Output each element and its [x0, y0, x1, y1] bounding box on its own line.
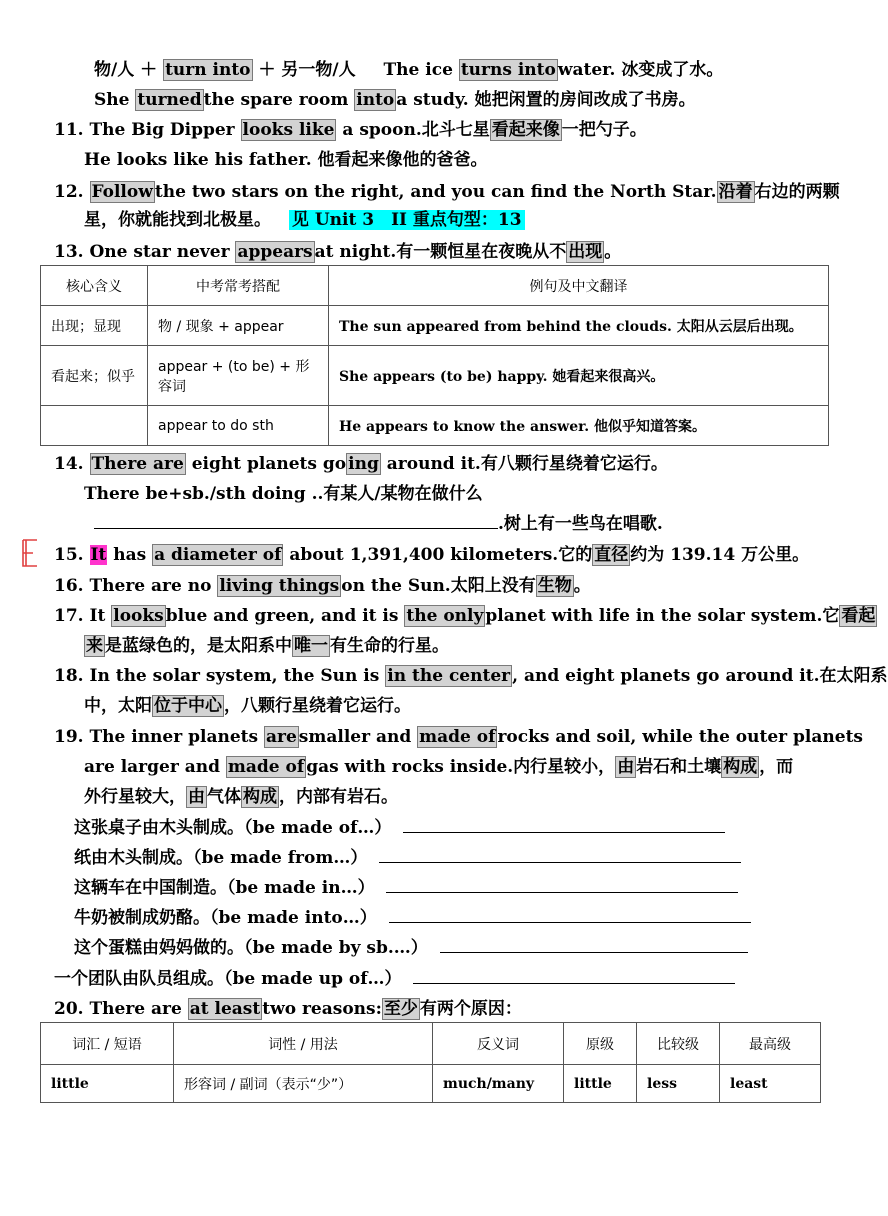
- item-17-cont: [84, 634, 449, 658]
- table-row: [41, 406, 829, 446]
- text: 星，你就能找到北极星。: [84, 210, 271, 230]
- text: 右边的两颗: [754, 182, 840, 202]
- line-2: [94, 88, 696, 112]
- text: blue and green, and it is: [165, 606, 399, 626]
- highlight-phrase: in the center: [387, 666, 511, 686]
- highlight-phrase: living things: [219, 576, 340, 596]
- table-row: [41, 1065, 821, 1103]
- table-row: [41, 346, 829, 406]
- text: has: [113, 545, 147, 565]
- text: .树上有一些鸟在唱歌.: [498, 514, 663, 534]
- appear-usage-table: [40, 265, 829, 446]
- item-11-example: [84, 148, 488, 172]
- table-cell: 出现；显现: [41, 306, 148, 346]
- answer-blank[interactable]: [389, 906, 751, 923]
- text: 20. There are: [54, 999, 182, 1019]
- table-header: 原级: [564, 1023, 637, 1065]
- answer-blank[interactable]: [94, 512, 498, 529]
- highlight-phrase: looks like: [242, 120, 335, 140]
- highlight-phrase: turned: [137, 90, 202, 110]
- text: 这辆车在中国制造。（be made in…）: [74, 878, 375, 898]
- text: 有两个原因：: [419, 999, 522, 1019]
- answer-blank[interactable]: [440, 936, 748, 953]
- little-usage-table: [40, 1022, 821, 1103]
- table-header: 反义词: [433, 1023, 564, 1065]
- answer-blank[interactable]: [403, 816, 725, 833]
- text: 这张桌子由木头制成。（be made of…）: [74, 818, 392, 838]
- table-cell: The sun appeared from behind the clouds. 太阳从云层后出现。: [329, 306, 829, 346]
- item-19-cont: [84, 755, 793, 779]
- text: There be+sb./sth doing ..有某人/某物在做什么: [84, 484, 483, 504]
- text: 一把勺子。: [561, 120, 647, 140]
- text: 是蓝绿色的，是太阳系中: [105, 636, 292, 656]
- text: ，内部有岩石。: [279, 787, 398, 807]
- item-12: [54, 180, 840, 204]
- text: 这个蛋糕由妈妈做的。（be made by sb.…）: [74, 938, 428, 958]
- highlight-phrase: a diameter of: [154, 545, 282, 565]
- exercise-be-made-by: [74, 936, 748, 960]
- highlight-phrase: into: [356, 90, 395, 110]
- text: the spare room: [203, 90, 349, 110]
- text: 牛奶被制成奶酪。（be made into…）: [74, 908, 377, 928]
- highlight-phrase: 位于中心: [154, 696, 222, 716]
- highlight-phrase: 来: [86, 636, 103, 656]
- item-18: [54, 664, 888, 688]
- text: 12.: [54, 182, 84, 202]
- table-header: 中考常考搭配: [148, 266, 329, 306]
- text: 18. In the solar system, the Sun is: [54, 666, 380, 686]
- text: the two stars on the right, and you can find the North Star.: [154, 182, 717, 202]
- table-cell: 形容词 / 副词（表示“少”）: [174, 1065, 433, 1103]
- highlight-phrase: It: [90, 545, 107, 565]
- table-header: 词性 / 用法: [174, 1023, 433, 1065]
- exercise-be-made-in: [74, 876, 738, 900]
- table-header: 例句及中文翻译: [329, 266, 829, 306]
- table-cell: little: [564, 1065, 637, 1103]
- table-cell: less: [637, 1065, 720, 1103]
- text: 17. It: [54, 606, 106, 626]
- highlight-phrase: looks: [113, 606, 164, 626]
- highlight-phrase: turns into: [460, 60, 556, 80]
- highlight-phrase: 由: [188, 787, 205, 807]
- highlight-phrase: 构成: [243, 787, 277, 807]
- text: two reasons:: [262, 999, 382, 1019]
- text: 一个团队由队员组成。（be made up of…）: [54, 969, 402, 989]
- table-row: [41, 306, 829, 346]
- table-cell: least: [720, 1065, 821, 1103]
- cross-reference-badge: 见 Unit 3 II 重点句型：13: [289, 210, 525, 230]
- fill-blank-line: [94, 512, 663, 536]
- text: around it.有八颗行星绕着它运行。: [386, 454, 668, 474]
- highlight-phrase: the only: [406, 606, 484, 626]
- text: 。: [573, 576, 591, 596]
- text: 中，太阳: [84, 696, 152, 716]
- text: 19. The inner planets: [54, 727, 259, 747]
- text: ，而: [759, 757, 794, 777]
- item-11: [54, 118, 647, 142]
- highlight-phrase: made of: [419, 727, 496, 747]
- highlight-phrase: turn into: [165, 60, 251, 80]
- highlight-phrase: Follow: [91, 182, 153, 202]
- text: rocks and soil, while the outer planets: [497, 727, 864, 747]
- highlight-phrase: 唯一: [294, 636, 328, 656]
- text: 14.: [54, 454, 84, 474]
- item-19-cont2: [84, 785, 398, 809]
- text: ＋ 另一物/人: [258, 60, 356, 80]
- highlight-phrase: 看起: [841, 606, 876, 626]
- table-cell: 看起来；似乎: [41, 346, 148, 406]
- table-header: 词汇 / 短语: [41, 1023, 174, 1065]
- table-cell: little: [41, 1065, 174, 1103]
- text: a study. 她把闲置的房间改成了书房。: [396, 90, 696, 110]
- highlight-phrase: appears: [237, 242, 313, 262]
- answer-blank[interactable]: [413, 967, 735, 984]
- table-header-row: [41, 266, 829, 306]
- highlight-phrase: 沿着: [718, 182, 753, 202]
- text: 11. The Big Dipper: [54, 120, 235, 140]
- text: 16. There are no: [54, 576, 212, 596]
- highlight-phrase: 至少: [383, 999, 418, 1019]
- item-14: [54, 452, 668, 476]
- table-cell: [41, 406, 148, 446]
- text: 气体: [207, 787, 241, 807]
- text: at night.有一颗恒星在夜晚从不: [314, 242, 567, 262]
- highlight-phrase: 看起来像: [491, 120, 560, 140]
- highlight-phrase: 由: [617, 757, 635, 777]
- text: 15.: [54, 545, 84, 565]
- table-cell: appear + (to be) + 形容词: [148, 346, 329, 406]
- text: on the Sun.太阳上没有: [341, 576, 536, 596]
- text: 。: [604, 242, 622, 262]
- table-cell: 物 / 现象 + appear: [148, 306, 329, 346]
- text: , and eight planets go around it.在太阳系: [512, 666, 888, 686]
- highlight-phrase: ing: [348, 454, 379, 474]
- answer-blank[interactable]: [386, 876, 738, 893]
- text: 物/人 ＋: [94, 60, 158, 80]
- table-header-row: [41, 1023, 821, 1065]
- text: The ice: [383, 60, 453, 80]
- text: 约为 139.14 万公里。: [630, 545, 810, 565]
- highlight-phrase: 生物: [537, 576, 572, 596]
- highlight-phrase: made of: [227, 757, 305, 777]
- item-20: [54, 997, 522, 1021]
- text: 纸由木头制成。（be made from…）: [74, 848, 368, 868]
- exercise-be-made-of: [74, 816, 725, 840]
- text: ，八颗行星绕着它运行。: [224, 696, 411, 716]
- text: She: [94, 90, 130, 110]
- text: 13. One star never: [54, 242, 230, 262]
- margin-e-icon: [20, 538, 40, 568]
- text: smaller and: [298, 727, 412, 747]
- highlight-phrase: at least: [189, 999, 261, 1019]
- exercise-be-made-up-of: [54, 967, 735, 991]
- text: 外行星较大，: [84, 787, 186, 807]
- item-19: [54, 725, 863, 749]
- highlight-phrase: 直径: [594, 545, 629, 565]
- table-cell: She appears (to be) happy. 她看起来很高兴。: [329, 346, 829, 406]
- item-18-cont: [84, 694, 411, 718]
- text: about 1,391,400 kilometers.它的: [289, 545, 593, 565]
- highlight-phrase: There are: [91, 454, 184, 474]
- text: a spoon.北斗七星: [342, 120, 490, 140]
- item-12-cont: [84, 208, 525, 232]
- text: eight planets go: [191, 454, 347, 474]
- answer-blank[interactable]: [379, 846, 741, 863]
- exercise-be-made-from: [74, 846, 741, 870]
- item-13: [54, 240, 621, 264]
- text: 有生命的行星。: [330, 636, 449, 656]
- text: planet with life in the solar system.它: [485, 606, 840, 626]
- text: are larger and: [84, 757, 220, 777]
- highlight-phrase: 出现: [568, 242, 603, 262]
- table-cell: He appears to know the answer. 他似乎知道答案。: [329, 406, 829, 446]
- item-14-pattern: [84, 482, 483, 506]
- item-16: [54, 574, 591, 598]
- item-17: [54, 604, 877, 628]
- text: He looks like his father. 他看起来像他的爸爸。: [84, 150, 488, 170]
- text: gas with rocks inside.内行星较小，: [306, 757, 616, 777]
- table-header: 比较级: [637, 1023, 720, 1065]
- table-header: 最高级: [720, 1023, 821, 1065]
- table-header: 核心含义: [41, 266, 148, 306]
- line-1: [94, 58, 723, 82]
- highlight-phrase: are: [266, 727, 297, 747]
- table-cell: much/many: [433, 1065, 564, 1103]
- exercise-be-made-into: [74, 906, 751, 930]
- item-15: [54, 543, 809, 567]
- highlight-phrase: 构成: [723, 757, 758, 777]
- text: 岩石和土壤: [636, 757, 722, 777]
- text: water. 冰变成了水。: [557, 60, 724, 80]
- table-cell: appear to do sth: [148, 406, 329, 446]
